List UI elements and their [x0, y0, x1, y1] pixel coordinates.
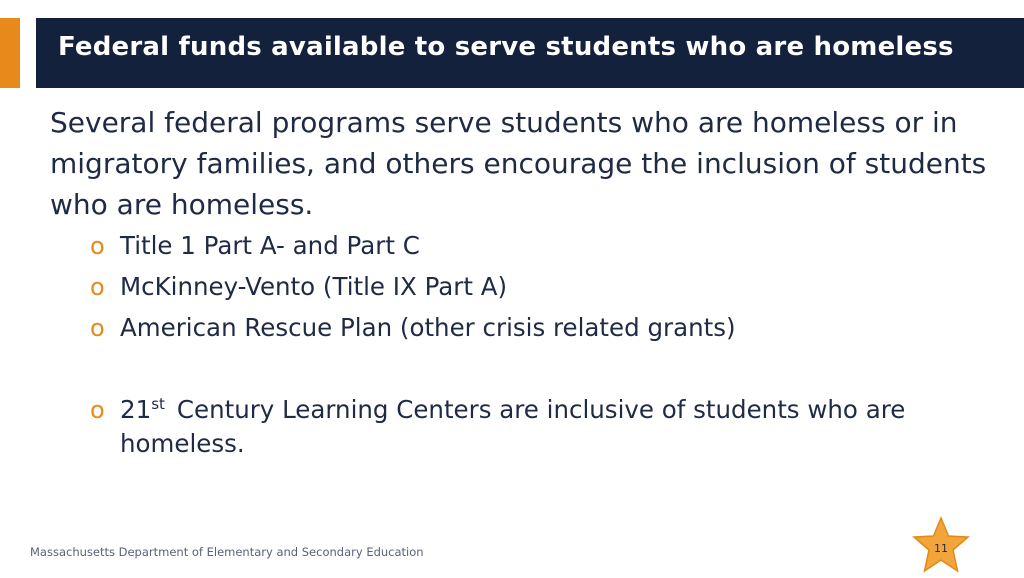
bullet-marker: o [90, 396, 105, 424]
title-bar [36, 18, 1024, 88]
bullet-text: American Rescue Plan (other crisis related grants) [120, 313, 736, 342]
bullet-text: Title 1 Part A- and Part C [120, 231, 420, 260]
bullet-item [90, 228, 970, 269]
page-number: 11 [934, 542, 948, 555]
bullet-number: 21 [120, 395, 152, 424]
bullet-marker: o [90, 273, 105, 301]
bullet-marker: o [90, 314, 105, 342]
bullet-item [90, 269, 970, 310]
footer-org-name: Massachusetts Department of Elementary and Secondary Education [30, 545, 424, 559]
bullet-text: Century Learning Centers are inclusive of students who are homeless. [120, 395, 906, 458]
bullet-superscript: st [151, 394, 165, 413]
bullet-marker: o [90, 232, 105, 260]
page-number-badge [910, 516, 972, 574]
bullet-item [90, 310, 970, 351]
bullet-list [90, 228, 970, 461]
slide-title: Federal funds available to serve students who are homeless [58, 32, 954, 62]
accent-bar [0, 18, 20, 88]
bullet-text: McKinney-Vento (Title IX Part A) [120, 272, 508, 301]
bullet-item [90, 393, 970, 461]
intro-paragraph: Several federal programs serve students who are homeless or in migratory families, and others encourage the inclusion of students who are homeless. [50, 106, 987, 221]
